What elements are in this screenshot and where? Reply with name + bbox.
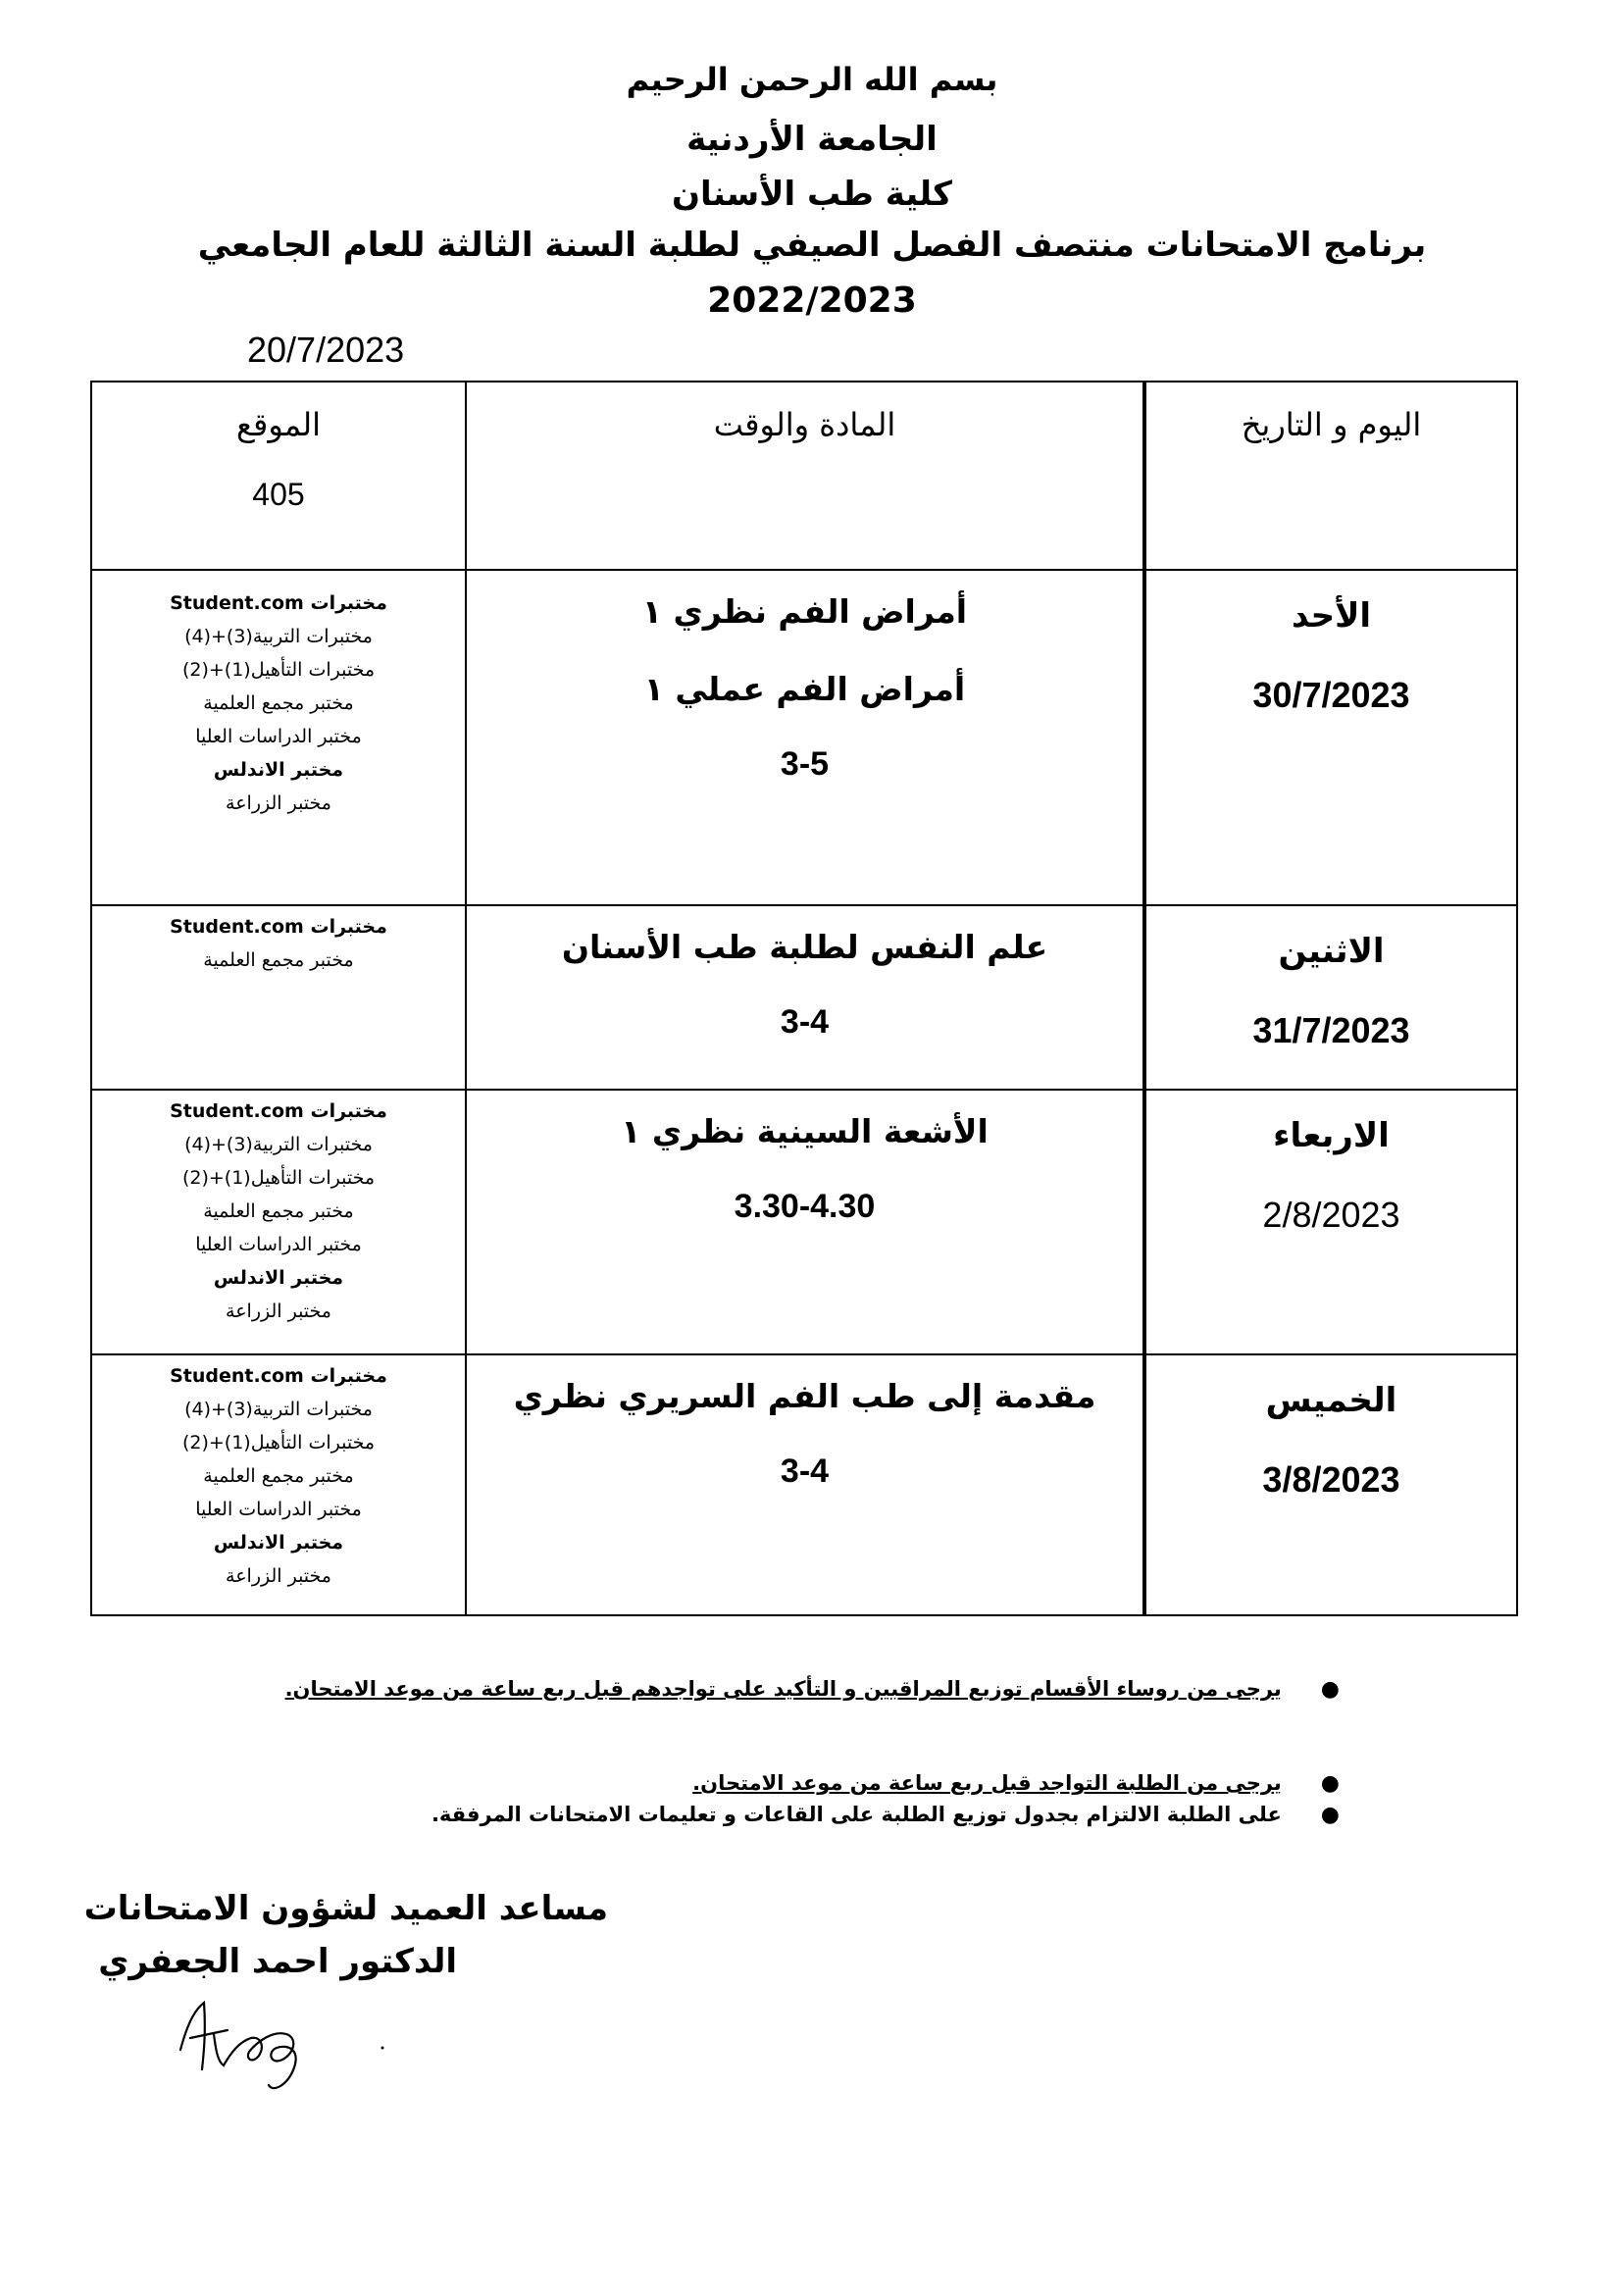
day-name: الأحد [1291,596,1372,636]
day-date-cell [1144,1090,1517,1354]
lab-item: مختبرات التأهيل(1)+(2) [181,1432,376,1453]
exam-time: 3.30-4.30 [734,1188,876,1225]
subject-name: الأشعة السينية نظري ١ [621,1112,989,1150]
subject-time-cell [466,1354,1144,1615]
lab-item: مختبر مجمع العلمية [203,692,354,714]
subject-time-cell [466,570,1144,905]
header-day-date-label: اليوم و التاريخ [1241,406,1422,443]
day-date-cell [1144,905,1517,1090]
lab-item: مختبرات التأهيل(1)+(2) [181,659,376,681]
exam-date: 3/8/2023 [1262,1459,1400,1500]
location-cell [91,1090,466,1354]
faculty-name: كلية طب الأسنان [672,175,952,214]
lab-item: مختبر الدراسات العليا [195,726,362,747]
day-date-cell [1144,1354,1517,1615]
academic-year: 2022/2023 [707,280,917,321]
lab-item: مختبرات Student.com [170,916,387,938]
labs-list [92,1095,465,1328]
exam-time: 3-4 [780,1453,830,1490]
day-name: الخميس [1265,1381,1397,1420]
labs-list [92,586,465,820]
location-cell [91,905,466,1090]
header-location-room: 405 [252,477,305,512]
lab-item: مختبر الزراعة [226,1565,331,1587]
table-row [91,905,1517,1090]
exam-date: 31/7/2023 [1252,1010,1410,1050]
subject-name: مقدمة إلى طب الفم السريري نظري [513,1377,1096,1415]
issue-date: 20/7/2023 [247,330,405,370]
exam-schedule-table [90,381,1518,1616]
lab-item: مختبر الدراسات العليا [195,1499,362,1520]
table-row [91,570,1517,905]
signatory-title: مساعد العميد لشؤون الامتحانات [83,1889,608,1928]
university-name: الجامعة الأردنية [686,120,938,159]
subject-time-cell [466,1090,1144,1354]
location-cell [91,570,466,905]
labs-list [92,1359,465,1593]
lab-item: مختبرات Student.com [170,1365,387,1387]
lab-item: مختبرات التربية(3)+(4) [184,1399,373,1420]
labs-list [92,910,465,977]
exam-time: 3-4 [780,1003,830,1041]
lab-item: مختبر الاندلس [213,1267,344,1289]
header-subject-time-label: المادة والوقت [713,406,896,443]
lab-item: مختبر الدراسات العليا [195,1234,362,1255]
subject-name: أمراض الفم عملي ١ [643,670,966,708]
exam-date: 30/7/2023 [1252,675,1410,715]
basmala: بسم الله الرحمن الرحيم [626,61,998,98]
subject-name: علم النفس لطلبة طب الأسنان [561,928,1048,966]
lab-item: مختبر مجمع العلمية [203,1465,354,1487]
note-item [431,1803,1340,1827]
note-item [692,1771,1340,1796]
exam-date: 2/8/2023 [1262,1195,1400,1235]
header-subject-time [466,382,1144,570]
header-day-date [1144,382,1517,570]
lab-item: مختبر الزراعة [226,1300,331,1322]
header-location-label: الموقع [236,406,321,443]
lab-item: مختبرات التأهيل(1)+(2) [181,1167,376,1189]
handwritten-signature-icon [167,1991,412,2099]
lab-item: مختبر الاندلس [213,759,344,781]
lab-item: مختبر مجمع العلمية [203,1200,354,1222]
lab-item: مختبرات Student.com [170,1100,387,1122]
header-location [91,382,466,570]
bullet-icon: ● [1320,1677,1340,1702]
note-item [285,1677,1340,1702]
location-cell [91,1354,466,1615]
lab-item: مختبر مجمع العلمية [203,949,354,971]
program-title: برنامج الامتحانات منتصف الفصل الصيفي لطلبة السنة الثالثة للعام الجامعي [197,226,1427,265]
bullet-icon: ● [1320,1771,1340,1796]
lab-item: مختبر الزراعة [226,792,331,814]
note-text: يرجى من روساء الأقسام توزيع المراقبين و التأكيد على تواجدهم قبل ربع ساعة من موعد الامتحان. [284,1677,1282,1701]
table-row [91,1354,1517,1615]
day-name: الاربعاء [1273,1116,1390,1155]
exam-time: 3-5 [780,745,830,783]
lab-item: مختبر الاندلس [213,1532,344,1554]
subject-name: أمراض الفم نظري ١ [641,592,968,631]
note-text: على الطلبة الالتزام بجدول توزيع الطلبة على القاعات و تعليمات الامتحانات المرفقة. [431,1803,1282,1826]
lab-item: مختبرات التربية(3)+(4) [184,1134,373,1155]
note-text: يرجى من الطلبة التواجد قبل ربع ساعة من موعد الامتحان. [692,1771,1282,1795]
table-header-row [91,382,1517,570]
bullet-icon: ● [1320,1803,1340,1827]
day-date-cell [1144,570,1517,905]
table-row [91,1090,1517,1354]
lab-item: مختبرات التربية(3)+(4) [184,626,373,647]
day-name: الاثنين [1278,932,1385,971]
lab-item: مختبرات Student.com [170,592,387,614]
subject-time-cell [466,905,1144,1090]
signatory-name: الدكتور احمد الجعفري [98,1942,457,1981]
